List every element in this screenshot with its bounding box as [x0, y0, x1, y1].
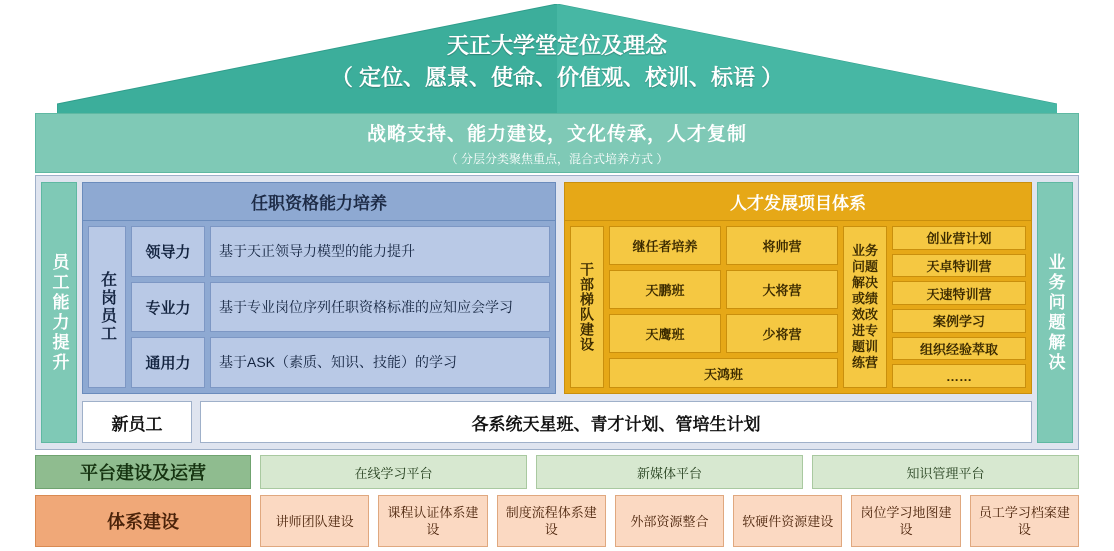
talent-grid	[609, 226, 838, 388]
system-row	[35, 495, 1079, 547]
talent-right-column	[892, 226, 1026, 388]
platform-label: 平台建设及运营	[35, 455, 251, 489]
talent-full-row: 天鸿班	[609, 358, 838, 388]
talent-grid-cell: 天鹏班	[609, 270, 721, 309]
talent-grid-row	[609, 270, 838, 309]
system-item: 制度流程体系建设	[497, 495, 606, 547]
system-item: 软硬件资源建设	[733, 495, 842, 547]
qualification-row	[131, 226, 550, 277]
system-item: 外部资源整合	[615, 495, 724, 547]
talent-grid-cell: 继任者培养	[609, 226, 721, 265]
system-label: 体系建设	[35, 495, 251, 547]
talent-grid-row	[609, 226, 838, 265]
roof-title-line2: （ 定位、愿景、使命、价值观、校训、标语 ）	[330, 65, 784, 90]
strategy-band	[35, 113, 1079, 173]
roof-title-line1: 天正大学堂定位及理念	[446, 33, 667, 58]
qualification-row-cap: 领导力	[131, 226, 205, 277]
talent-right-cell: 创业营计划	[892, 226, 1026, 250]
new-employee-label: 新员工	[82, 401, 192, 443]
new-employee-row	[82, 401, 1032, 443]
roof-shape	[57, 4, 1057, 114]
platform-item: 知识管理平台	[812, 455, 1079, 489]
qualification-row	[131, 282, 550, 333]
talent-inner	[564, 221, 1032, 394]
platform-item: 在线学习平台	[260, 455, 527, 489]
talent-grid-cell: 大将营	[726, 270, 838, 309]
talent-right-cell: 案例学习	[892, 309, 1026, 333]
qualification-row-desc: 基于天正领导力模型的能力提升	[210, 226, 550, 277]
qualification-title: 任职资格能力培养	[82, 182, 556, 221]
talent-grid-cell: 天鹰班	[609, 314, 721, 353]
qualification-side-tag: 在岗员工	[88, 226, 126, 388]
left-pillar-label: 员工能力提升	[41, 182, 77, 443]
qualification-inner	[82, 221, 556, 394]
qualification-row-desc: 基于ASK（素质、知识、技能）的学习	[210, 337, 550, 388]
platform-row	[35, 455, 1079, 489]
talent-right-cell: 组织经验萃取	[892, 337, 1026, 361]
talent-grid-row	[609, 314, 838, 353]
talent-title: 人才发展项目体系	[564, 182, 1032, 221]
system-item: 员工学习档案建设	[970, 495, 1079, 547]
strategy-band-line2: （ 分层分类聚焦重点，混合式培养方式 ）	[445, 152, 669, 166]
qualification-row-desc: 基于专业岗位序列任职资格标准的应知应会学习	[210, 282, 550, 333]
qualification-row-cap: 专业力	[131, 282, 205, 333]
talent-right-cell: ……	[892, 364, 1026, 388]
talent-right-cell: 天卓特训营	[892, 254, 1026, 278]
system-item: 岗位学习地图建设	[851, 495, 960, 547]
new-employee-desc: 各系统天星班、青才计划、管培生计划	[200, 401, 1032, 443]
roof-title	[57, 30, 1057, 94]
qualification-row	[131, 337, 550, 388]
talent-block	[564, 182, 1032, 394]
center-top	[82, 182, 1032, 394]
center-column	[82, 176, 1032, 449]
talent-grid-cell: 将帅营	[726, 226, 838, 265]
main-body	[35, 175, 1079, 450]
strategy-band-line1: 战略支持、能力建设，文化传承，人才复制	[366, 124, 747, 145]
talent-grid-cell: 少将营	[726, 314, 838, 353]
system-item: 讲师团队建设	[260, 495, 369, 547]
talent-mid-tag: 业务问题解决或绩效改进专题训练营	[843, 226, 887, 388]
right-pillar-label: 业务问题解决	[1037, 182, 1073, 443]
talent-right-cell: 天速特训营	[892, 281, 1026, 305]
platform-item: 新媒体平台	[536, 455, 803, 489]
qualification-row-cap: 通用力	[131, 337, 205, 388]
talent-side-tag: 干部梯队建设	[570, 226, 604, 388]
system-item: 课程认证体系建设	[378, 495, 487, 547]
qualification-rows	[131, 226, 550, 388]
qualification-block	[82, 182, 556, 394]
